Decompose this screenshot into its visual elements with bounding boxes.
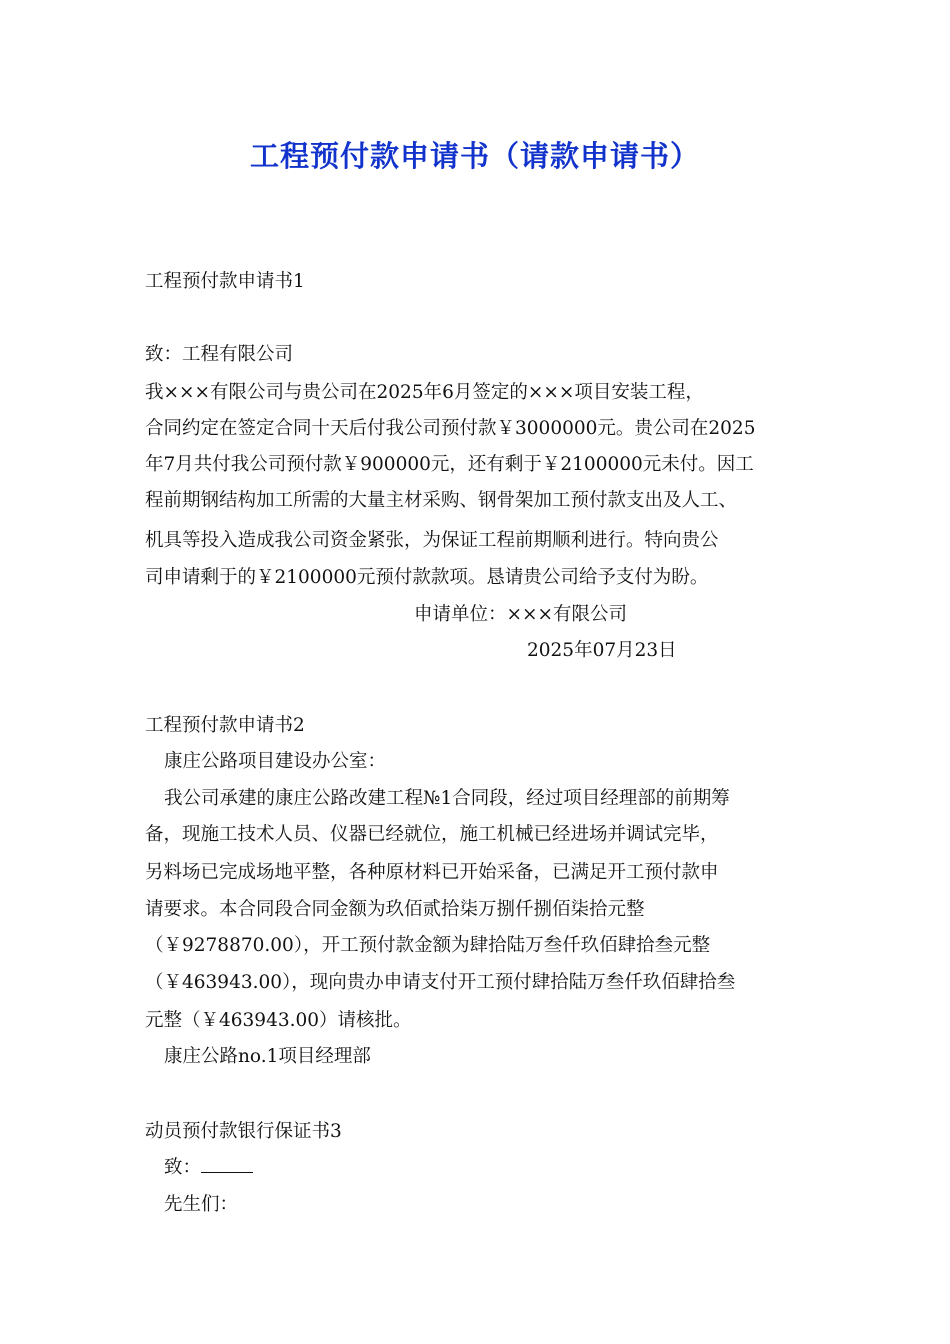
section2-addressee: 康庄公路项目建设办公室： — [164, 751, 387, 772]
section1-heading: 工程预付款申请书1 — [145, 271, 305, 292]
section1-body-line: 程前期钢结构加工所需的大量主材采购、钢骨架加工预付款支出及人工、 — [145, 490, 738, 511]
section3-addressee — [164, 1156, 253, 1180]
section2-body-line: 请要求。本合同段合同金额为玖佰贰拾柒万捌仟捌佰柒拾元整 — [145, 899, 645, 920]
section2-body-line: 我公司承建的康庄公路改建工程№1合同段，经过项目经理部的前期筹 — [164, 788, 730, 809]
addressee-blank-line — [201, 1156, 253, 1173]
section1-date: 2025年07月23日 — [527, 640, 677, 661]
section2-body-line: 另料场已完成场地平整，各种原材料已开始采备，已满足开工预付款申 — [145, 862, 719, 883]
section2-signature: 康庄公路no.1项目经理部 — [164, 1046, 371, 1067]
section2-body-line: （￥9278870.00），开工预付款金额为肆拾陆万叁仟玖佰肆拾叁元整 — [145, 935, 711, 956]
section2-body-line: 元整（￥463943.00）请核批。 — [145, 1010, 412, 1031]
section2-heading: 工程预付款申请书2 — [145, 715, 305, 736]
section1-body-line: 机具等投入造成我公司资金紧张，为保证工程前期顺利进行。特向贵公 — [145, 530, 719, 551]
section1-body-line: 合同约定在签定合同十天后付我公司预付款￥3000000元。贵公司在2025 — [145, 418, 756, 439]
section2-body-line: 备，现施工技术人员、仪器已经就位，施工机械已经进场并调试完毕， — [145, 824, 719, 845]
section1-body-line: 年7月共付我公司预付款￥900000元，还有剩于￥2100000元未付。因工 — [145, 454, 754, 475]
section3-addressee-prefix: 致： — [164, 1157, 202, 1178]
section3-heading: 动员预付款银行保证书3 — [145, 1121, 342, 1142]
section1-applicant: 申请单位：×××有限公司 — [414, 604, 628, 625]
document-title: 工程预付款申请书（请款申请书） — [249, 139, 700, 173]
section1-addressee: 致：工程有限公司 — [145, 344, 294, 365]
section1-body-line: 我×××有限公司与贵公司在2025年6月签定的×××项目安装工程， — [145, 382, 704, 403]
section3-salutation: 先生们： — [164, 1194, 239, 1215]
section1-body-line: 司申请剩于的￥2100000元预付款款项。恳请贵公司给予支付为盼。 — [145, 567, 709, 588]
section2-body-line: （￥463943.00），现向贵办申请支付开工预付肆拾陆万叁仟玖佰肆拾叁 — [145, 972, 736, 993]
